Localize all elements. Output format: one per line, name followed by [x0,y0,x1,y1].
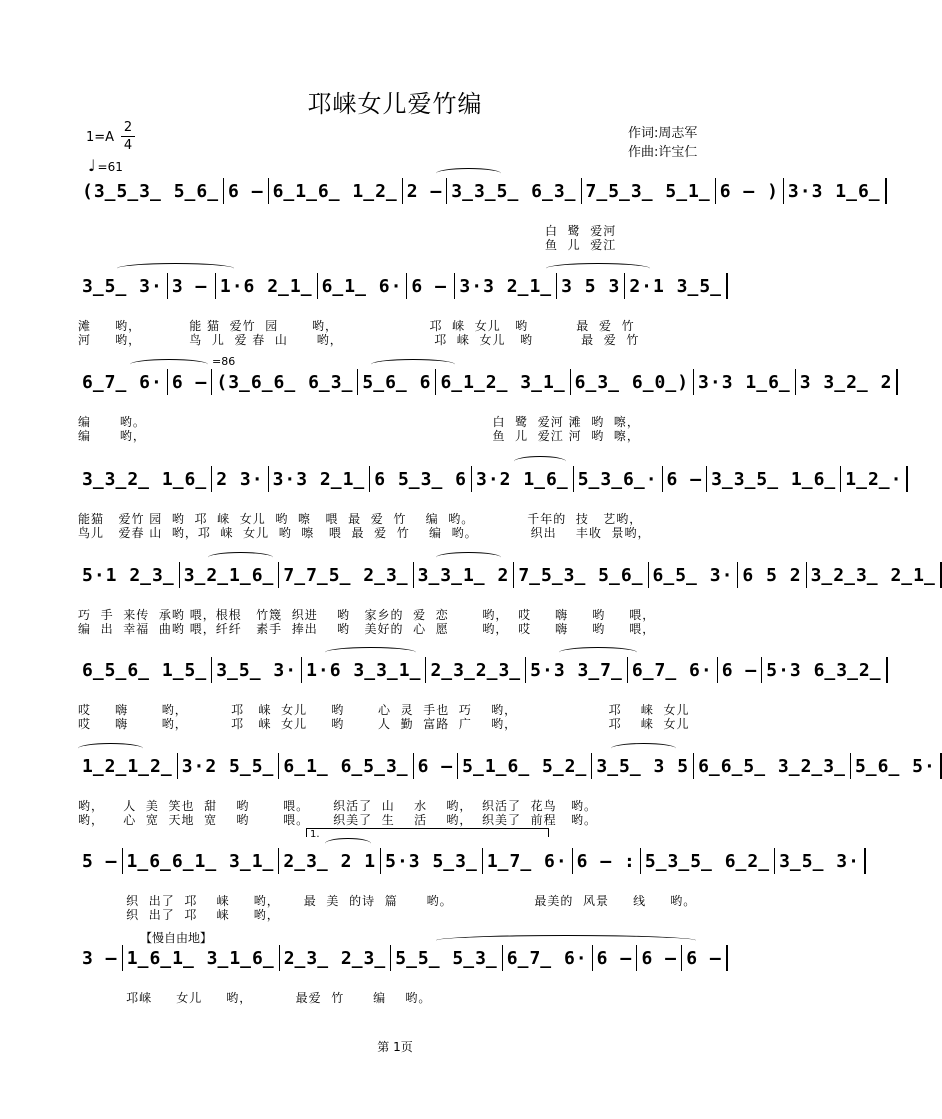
measure-notes: 6̲3̲ 6̲0̲) [574,371,690,393]
notes-line [78,657,882,683]
measure-notes: 3̲3̲2̲ 1̲6̲ [82,468,208,490]
measure [682,945,728,971]
measure [269,178,403,204]
measure [407,273,455,299]
measure [180,562,280,588]
lyrics-verse-2: 哟， 心 宽 天地 宽 哟 喂。 织美了 生 活 哟， 织美了 前程 哟。 [78,813,598,827]
measure [269,466,371,492]
time-signature-bottom: 4 [123,138,133,153]
measure-notes: 5̲3̲5̲ 6̲2̲ [644,850,771,872]
notation-row [78,273,728,353]
measure-notes: 3̲5̲ 3· [216,659,298,681]
credits [628,124,697,162]
measure [279,562,413,588]
measure [557,273,625,299]
measure [574,466,663,492]
measure-notes: 6 – [171,371,208,393]
notation-row [78,562,936,642]
measure [707,466,841,492]
measure [318,273,408,299]
lyrics-verse-1: 哎 嗨 哟， 邛 崃 女儿 哟 心 灵 手也 巧 哟， 邛 崃 女儿 [78,703,690,717]
lyrics-verse-1: 编 哟。 白 鹭 爱河 滩 哟 嚓， [78,415,640,429]
measure [280,945,392,971]
lyrics-verse-1: 能猫 爱竹 园 哟 邛 崃 女儿 哟 嚓 喂 最 爱 竹 编 哟。 千年的 技 艺哟， [78,512,643,526]
measure-notes: 2̲3̲ 2̲3̲ [283,947,387,969]
measure [302,657,426,683]
measure-notes: 6 – ) [719,180,779,202]
measure-notes: 6 – [228,180,264,202]
measure-notes: 1̲6̲1̲ 3̲1̲6̲ [126,947,275,969]
measure-notes: 6 – [666,468,703,490]
notes-line [78,369,893,395]
measure [694,753,851,779]
measure [168,273,216,299]
measure [649,562,739,588]
notes-line [78,178,881,204]
measure [738,562,806,588]
measure [628,657,718,683]
measure [123,945,280,971]
measure [216,273,318,299]
measure [78,945,123,971]
lyrics-verse-2: 鸟儿 爱春 山 哟，邛 崃 女儿 哟 嚓 喂 最 爱 竹 编 哟。 织出 丰收 景哟， [78,526,651,540]
measure [403,178,448,204]
measure [414,562,515,588]
measure [358,369,436,395]
measure-notes: 7̲7̲5̲ 2̲3̲ [283,564,409,586]
measure-notes: 3̲5̲ 3· [82,275,163,297]
measure [503,945,593,971]
measure [168,369,213,395]
measure [391,945,503,971]
notation-row [78,355,893,449]
lyrics-verse-2: 河 哟， 鸟 儿 爱 春 山 哟， 邛 崃 女儿 哟 最 爱 竹 [78,333,640,347]
measure [762,657,887,683]
measure-notes: 3·3 1̲6̲ [787,180,881,202]
measure [694,369,796,395]
notes-line [78,753,936,779]
measure [841,466,908,492]
measure [514,562,648,588]
measure-notes: 3̲5̲ 3 5 [596,755,690,777]
measure-notes: 6 – : [576,850,636,872]
measure [78,657,212,683]
notation-row [78,466,903,546]
lyrics-verse-2: 织 出了 邛 崃 哟， [78,908,280,922]
notation-row [78,931,728,1025]
measure [592,753,694,779]
measure [212,657,302,683]
measure-notes: 6 – [641,947,677,969]
measure-notes: 1̲2̲· [845,468,903,490]
measure-notes: 6̲1̲6̲ 1̲2̲ [272,180,398,202]
measure-notes: 6̲7̲ 6· [82,371,163,393]
measure-notes: 2̲3̲2̲3̲ [430,659,522,681]
measure [78,466,212,492]
lyrics-verse-1: 白 鹭 爱河 [78,224,617,238]
measure-notes: 6 – [417,755,454,777]
measure-notes: 6 – [686,947,722,969]
measure-notes: 3̲2̲3̲ 2̲1̲ [810,564,936,586]
lyrics-verse-1: 巧 手 来传 承哟 喂，根根 竹篾 织进 哟 家乡的 爱 恋 哟， 哎 嗨 哟 喂， [78,608,656,622]
measure [472,466,574,492]
measure-notes: 5 – [82,850,118,872]
measure-notes: 6̲1̲2̲ 3̲1̲ [440,371,566,393]
measure-notes: 3 – [171,275,208,297]
measure-notes: 6̲6̲5̲ 3̲2̲3̲ [698,755,846,777]
volta-bracket: 1. [306,828,549,837]
notes-line [78,273,728,299]
measure [224,178,269,204]
measure-notes: 6 5 2 [742,564,802,586]
measure-notes: 2 3· [216,468,264,490]
measure [716,178,784,204]
measure-notes: 6̲1̲ 6· [321,275,403,297]
measure-notes: 5·3 3̲7̲ [530,659,623,681]
measure-notes: 5̲6̲ 6 [362,371,432,393]
notes-line [78,848,860,874]
measure-notes: 3·2 5̲5̲ [181,755,275,777]
measure [78,178,224,204]
measure [426,657,526,683]
measure-notes: 1̲7̲ 6· [486,850,568,872]
measure [78,369,168,395]
tempo-value: =61 [97,160,123,174]
composer: 作曲:许宝仁 [628,145,698,160]
measure-notes: 5·3 5̲3̲ [385,850,478,872]
notes-line [78,562,936,588]
measure-notes: 3̲2̲1̲6̲ [183,564,275,586]
notes-line [78,466,903,492]
measure-notes: 3 5 3 [561,275,621,297]
measure-notes: 5̲5̲ 5̲3̲ [395,947,498,969]
measure-notes: 2·1 3̲5̲ [629,275,723,297]
lyricist: 作词:周志军 [628,126,698,141]
measure [78,753,178,779]
measure-notes: 3·3 2̲1̲ [459,275,553,297]
measure [78,848,123,874]
measure-notes: 3̲5̲ 3· [779,850,860,872]
measure [123,848,280,874]
lyrics-verse-2: 鱼 儿 爱江 [78,238,617,252]
measure-notes: 5̲3̲6̲· [577,468,658,490]
notes-line [78,945,728,971]
time-signature-line [121,136,135,137]
measure [370,466,472,492]
measure-notes: 1̲2̲1̲2̲ [82,755,173,777]
measure-notes: 6 – [411,275,447,297]
lyrics-verse-1: 滩 哟， 能 猫 爱竹 园 哟， 邛 崃 女儿 哟 最 爱 竹 [78,319,635,333]
measure [279,753,413,779]
lyrics-verse-1: 邛崃 女儿 哟， 最爱 竹 编 哟。 [78,991,432,1005]
measure [851,753,942,779]
lyrics-verse-1: 哟， 人 美 笑也 甜 哟 喂。 织活了 山 水 哟， 织活了 花鸟 哟。 [78,799,598,813]
measure-notes: 5·3 6̲3̲2̲ [766,659,882,681]
lyrics-verse-1: 织 出了 邛 崃 哟， 最 美 的诗 篇 哟。 最美的 风景 线 哟。 [78,894,697,908]
lyrics-verse-2: 编 哟， 鱼 儿 爱江 河 哟 嚓， [78,429,640,443]
notation-row [78,178,881,258]
measure-notes: 2̲3̲ 2 1 [283,850,377,872]
measure-notes: 5·1 2̲3̲ [82,564,175,586]
measure-notes: 7̲5̲3̲ 5̲1̲ [585,180,711,202]
measure [178,753,280,779]
measure-notes: 6 – [721,659,758,681]
measure-notes: 6 – [596,947,633,969]
measure-notes: 5̲6̲ 5· [854,755,936,777]
measure-notes: 6̲7̲ 6· [631,659,713,681]
page-title: 邛崃女儿爱竹编 [307,90,483,118]
measure [784,178,887,204]
quarter-note-icon: ♩ [88,156,96,175]
measure [573,848,641,874]
time-signature [121,120,135,153]
measure-notes: 6̲5̲ 3· [652,564,734,586]
measure-notes: 1·6 3̲3̲1̲ [306,659,422,681]
measure [212,466,268,492]
measure-notes: 3̲3̲5̲ 1̲6̲ [711,468,837,490]
measure [718,657,763,683]
measure-notes: 6̲1̲ 6̲5̲3̲ [283,755,409,777]
measure [279,848,381,874]
measure-notes: 3·3 2̲1̲ [272,468,366,490]
measure-notes: 3·2 1̲6̲ [475,468,569,490]
key-signature: 1=A [86,130,115,145]
measure-notes: 1·6 2̲1̲ [219,275,313,297]
lyrics-verse-2: 编 出 幸福 曲哟 喂，纤纤 素手 捧出 哟 美好的 心 愿 哟， 哎 嗨 哟 喂， [78,622,656,636]
measure-notes: 6̲5̲6̲ 1̲5̲ [82,659,208,681]
tempo-change-marking: =86 [212,355,236,368]
measure-notes: 6̲7̲ 6· [506,947,588,969]
measure-notes: 3 – [82,947,118,969]
measure-notes: 2 – [406,180,443,202]
measure-notes: 3̲3̲1̲ 2 [417,564,510,586]
measure [458,753,592,779]
measure [571,369,694,395]
measure-notes: 3 3̲2̲ 2 [799,371,893,393]
measure [807,562,942,588]
notation-row [78,753,936,833]
measure-notes: 3̲3̲5̲ 6̲3̲ [451,180,577,202]
page-number: 第 1页 [377,1040,413,1054]
measure [582,178,716,204]
measure [625,273,728,299]
measure [381,848,483,874]
lyrics-verse-2: 哎 嗨 哟， 邛 崃 女儿 哟 人 勤 富路 广 哟， 邛 崃 女儿 [78,717,690,731]
measure [526,657,628,683]
measure [483,848,573,874]
measure-notes: (3̲6̲6̲ 6̲3̲ [216,371,354,393]
measure-notes: 7̲5̲3̲ 5̲6̲ [518,564,644,586]
measure [593,945,638,971]
measure [78,562,180,588]
measure [641,848,775,874]
measure [663,466,708,492]
measure [447,178,581,204]
notation-row [78,829,860,928]
measure [212,369,358,395]
notation-row [78,657,882,737]
measure [637,945,682,971]
measure-notes: 3·3 1̲6̲ [698,371,791,393]
measure [414,753,459,779]
measure-notes: 6 5̲3̲ 6 [374,468,467,490]
expression-marking: 【慢自由地】 [140,931,213,945]
measure-notes: (3̲5̲3̲ 5̲6̲ [82,180,220,202]
time-signature-top: 2 [123,120,133,135]
measure [455,273,557,299]
measure-notes: 5̲1̲6̲ 5̲2̲ [462,755,588,777]
measure [78,273,168,299]
measure [436,369,570,395]
measure-notes: 1̲6̲6̲1̲ 3̲1̲ [126,850,275,872]
measure [796,369,899,395]
measure [775,848,866,874]
